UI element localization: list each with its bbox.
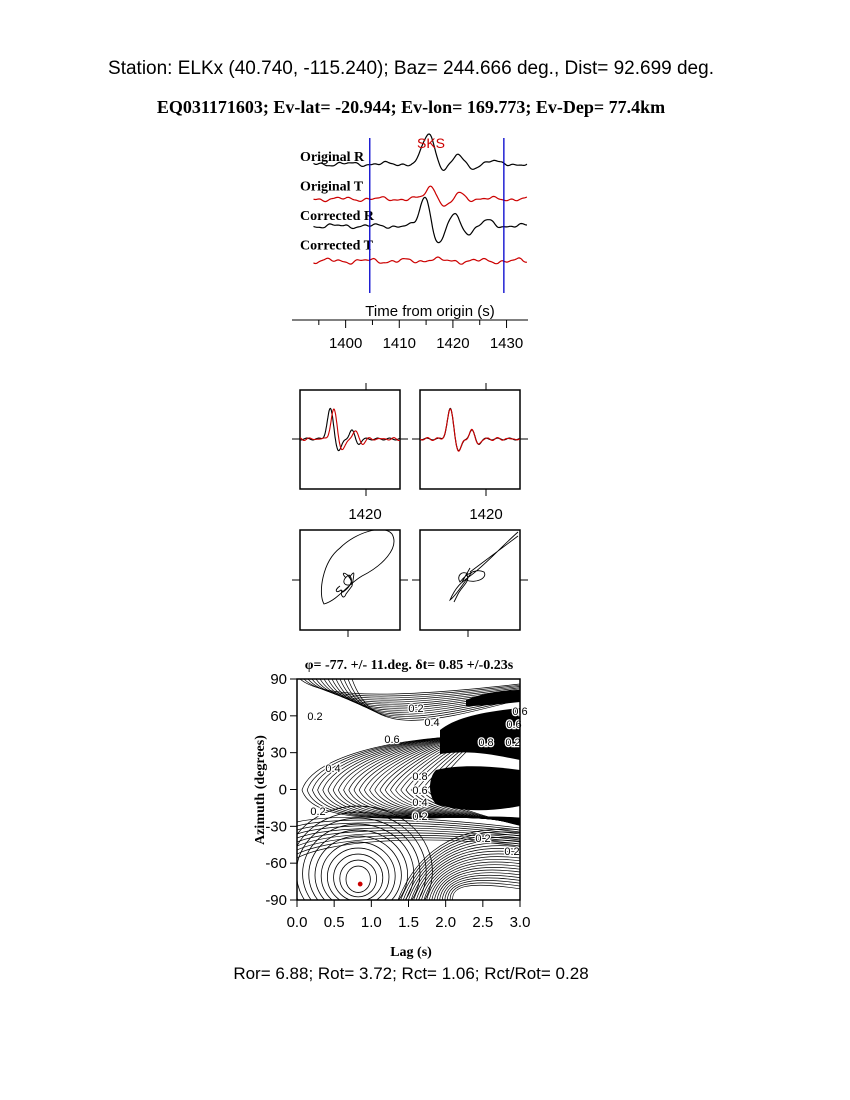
- azimuth-axis-tick-label: 0: [278, 781, 287, 799]
- particle-motion-corrected-curve: [450, 532, 518, 602]
- event-info-title: EQ031171603; Ev-lat= -20.944; Ev-lon= 169.773; Ev-Dep= 77.4km: [156, 97, 666, 117]
- waveform-panel: [292, 134, 528, 352]
- time-axis-tick-label: 1400: [328, 335, 363, 352]
- station-info-title: Station: ELKx (40.740, -115.240); Baz= 244.666 deg., Dist= 92.699 deg.: [108, 58, 714, 79]
- contour-line: [453, 885, 520, 900]
- waveform-trace-label-3: Corrected R: [300, 209, 374, 224]
- particle-motion-original-panel: [292, 530, 408, 637]
- azimuth-axis-tick-label: 60: [270, 707, 287, 725]
- best-fit-marker: [358, 882, 363, 887]
- waveform-trace-label-2: Original T: [300, 179, 364, 195]
- pw1-shifted-trace: [300, 409, 400, 450]
- waveform-trace-label-1: Original R: [300, 150, 365, 165]
- lag-axis-tick-label: 1.5: [398, 914, 419, 931]
- time-axis-tick-label: 1430: [489, 335, 524, 352]
- contour-value-label: 0.6: [506, 719, 522, 731]
- energy-ratios-footer: Ror= 6.88; Rot= 3.72; Rct= 1.06; Rct/Rot= 0.28: [233, 964, 589, 983]
- contour-line: [434, 867, 520, 900]
- waveform-trace-label-4: Corrected T: [300, 238, 373, 254]
- waveform-trace-4: [314, 257, 527, 264]
- contour-value-label: 0.2: [504, 846, 520, 858]
- lag-axis-tick-label: 1.0: [360, 914, 382, 931]
- phase-label-sks: SKS: [416, 135, 446, 151]
- lag-axis-tick-label: 0.5: [323, 914, 345, 931]
- lag-axis-tick-label: 0.0: [286, 914, 308, 931]
- particle-waveform-corrected-panel: [412, 383, 528, 496]
- azimuth-axis-tick-label: -30: [265, 818, 287, 836]
- particle-waveform-original-tick-label: 1420: [348, 506, 382, 523]
- lag-axis-tick-label: 2.5: [472, 914, 494, 931]
- contour-value-label: 0.2: [307, 711, 323, 723]
- lag-axis-tick-label: 2.0: [435, 914, 457, 931]
- contour-value-label: 0.2: [408, 703, 424, 715]
- particle-waveform-corrected-tick-label: 1420: [469, 506, 503, 523]
- energy-grid-panel: [253, 658, 530, 960]
- azimuth-axis-tick-label: 30: [270, 744, 287, 762]
- pw2-shifted-trace: [420, 409, 520, 451]
- contour-value-label: 0.8: [412, 771, 428, 783]
- azimuth-axis-label: Azimuth (degrees): [253, 735, 268, 845]
- particle-motion-original-curve: [321, 530, 394, 604]
- contour-value-label: 0.6: [512, 706, 528, 718]
- lag-axis-label: Lag (s): [390, 945, 432, 960]
- particle-motion-corrected-panel: [412, 530, 528, 637]
- contour-value-label: 0.4: [424, 717, 440, 729]
- contour-value-label: 0.4: [325, 763, 341, 775]
- contour-value-label: 0.2: [475, 833, 491, 845]
- contour-line: [334, 854, 383, 901]
- pw2-radial-trace: [420, 408, 520, 450]
- contour-line: [303, 824, 414, 923]
- energy-grid-title: φ= -77. +/- 11.deg. δt= 0.85 +/-0.23s: [304, 658, 514, 673]
- pw1-radial-trace: [300, 408, 400, 450]
- particle-waveform-original-panel: [292, 383, 408, 496]
- time-axis-label: Time from origin (s): [365, 303, 495, 320]
- contour-line: [346, 866, 370, 892]
- contour-value-label: 0.8: [478, 737, 494, 749]
- azimuth-axis-tick-label: -60: [265, 855, 287, 873]
- time-axis-tick-label: 1410: [382, 335, 416, 352]
- contour-value-label: 0.2: [412, 811, 428, 823]
- azimuth-axis-tick-label: 90: [270, 671, 287, 688]
- contour-line: [340, 860, 377, 897]
- lag-axis-tick-label: 3.0: [509, 914, 531, 931]
- contour-line: [447, 880, 520, 900]
- contour-value-label: 0.6: [412, 785, 428, 797]
- contour-value-label: 0.6: [384, 734, 400, 746]
- contour-value-label: 0.4: [412, 797, 428, 809]
- contour-value-label: 0.2: [505, 737, 521, 749]
- time-axis-tick-label: 1420: [436, 335, 470, 352]
- energy-high-region: [430, 766, 520, 810]
- contour-value-label: 0.2: [310, 806, 326, 818]
- azimuth-axis-tick-label: -90: [265, 892, 287, 909]
